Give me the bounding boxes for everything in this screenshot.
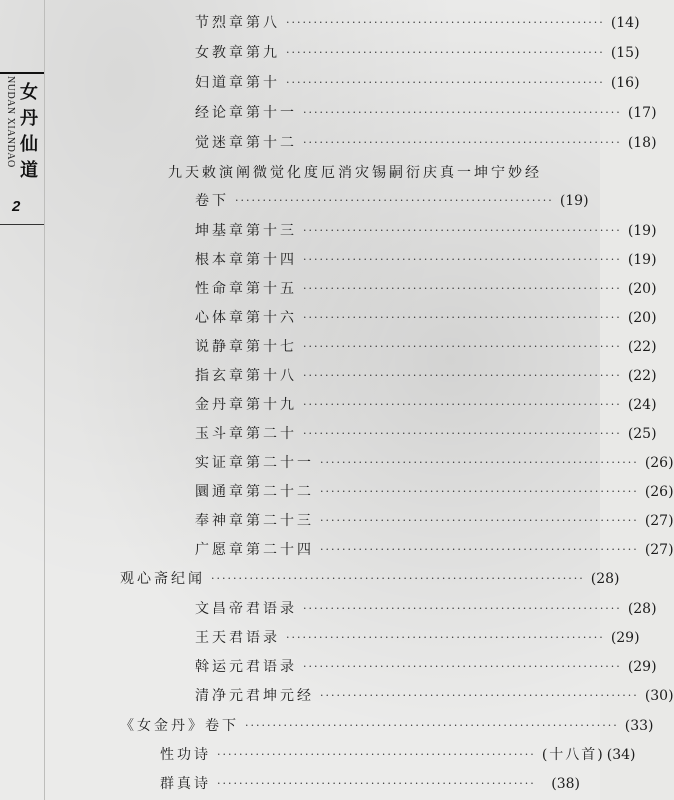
toc-entry[interactable] — [195, 130, 657, 156]
toc-entry-page: (18) — [627, 135, 657, 151]
leader-dots: ·························································· — [303, 136, 622, 149]
toc-entry-page: (26) — [644, 455, 674, 471]
toc-entry-label: 斡运元君语录 — [195, 659, 297, 675]
toc-entry[interactable] — [195, 363, 657, 389]
toc-entry-page: (30) — [644, 688, 674, 704]
toc-entry[interactable] — [195, 247, 657, 273]
toc-entry-label: 金丹章第十九 — [195, 397, 297, 413]
section-heading[interactable]: 九天敕演阐微觉化度厄消灾锡嗣衍庆真一坤宁妙经 — [168, 165, 542, 181]
leader-dots: ·························································· — [286, 46, 605, 59]
toc-entry-page: (16) — [610, 75, 640, 91]
toc-entry-page: (15) — [610, 45, 640, 61]
toc-entry[interactable] — [195, 508, 674, 534]
toc-entry-page: (14) — [610, 15, 640, 31]
toc-entry[interactable] — [160, 771, 580, 797]
leader-dots: ·························································· — [217, 777, 536, 790]
toc-entry[interactable] — [195, 479, 674, 505]
toc-entry[interactable] — [195, 596, 657, 622]
toc-entry-page: (22) — [627, 368, 657, 384]
toc-entry-label: 指玄章第十八 — [195, 368, 297, 384]
leader-dots: ·························································· — [235, 194, 554, 207]
toc-entry[interactable] — [195, 276, 657, 302]
toc-entry-page: (34) — [606, 747, 636, 763]
toc-entry-page: (28) — [627, 601, 657, 617]
leader-dots: ·························································· — [286, 76, 605, 89]
toc-entry[interactable] — [195, 70, 640, 96]
toc-entry[interactable] — [195, 218, 657, 244]
toc-entry[interactable] — [195, 334, 657, 360]
page-number: 2 — [12, 198, 21, 215]
toc-entry-page: (19) — [627, 223, 657, 239]
toc-entry-label: 玉斗章第二十 — [195, 426, 297, 442]
toc-entry-label: 圜通章第二十二 — [195, 484, 314, 500]
toc-entry-label: 文昌帝君语录 — [195, 601, 297, 617]
leader-dots: ·························································· — [320, 543, 639, 556]
toc-entry[interactable] — [195, 40, 640, 66]
toc-entry-page: (19) — [559, 193, 589, 209]
running-header-title: 女丹仙道 — [17, 82, 38, 186]
leader-dots: ·························································· — [303, 369, 622, 382]
toc-entry[interactable] — [195, 537, 674, 563]
leader-dots: ·························································· — [320, 485, 639, 498]
toc-entry-page: (17) — [627, 105, 657, 121]
toc-entry-page: (29) — [610, 630, 640, 646]
toc-entry-page: (19) — [627, 252, 657, 268]
toc-entry[interactable] — [195, 421, 657, 447]
toc-entry-label: 《女金丹》卷下 — [120, 718, 239, 734]
toc-entry-note: (十八首) — [541, 747, 605, 763]
leader-dots: ·························································· — [320, 514, 639, 527]
toc-entry-page: (26) — [644, 484, 674, 500]
leader-dots: ·························································· — [303, 340, 622, 353]
toc-entry-page: (38) — [551, 776, 580, 792]
toc-entry[interactable] — [195, 625, 640, 651]
toc-entry-label: 观心斋纪闻 — [120, 571, 205, 587]
leader-dots: ·························································· — [217, 748, 536, 761]
toc-entry-label: 妇道章第十 — [195, 75, 280, 91]
leader-dots: ·························································· — [303, 282, 622, 295]
toc-entry[interactable] — [195, 305, 657, 331]
toc-entry[interactable] — [195, 100, 657, 126]
toc-entry-label: 实证章第二十一 — [195, 455, 314, 471]
running-header-romanized: NUDAN XIANDAO — [5, 76, 16, 168]
leader-dots: ·························································· — [320, 456, 639, 469]
toc-entry-label: 根本章第十四 — [195, 252, 297, 268]
toc-entry-label: 清净元君坤元经 — [195, 688, 314, 704]
toc-entry-page: (27) — [644, 542, 674, 558]
toc-entry-page: (22) — [627, 339, 657, 355]
toc-entry-page: (25) — [627, 426, 657, 442]
toc-entry-label: 经论章第十一 — [195, 105, 297, 121]
leader-dots: ·························································· — [320, 689, 639, 702]
toc-entry[interactable] — [160, 742, 636, 768]
leader-dots: ·························································· — [303, 311, 622, 324]
toc-entry-label: 卷下 — [195, 193, 229, 209]
leader-dots: ···································································· — [245, 719, 619, 732]
toc-entry-page: (24) — [627, 397, 657, 413]
toc-entry-page: (33) — [624, 718, 654, 734]
leader-dots: ·························································· — [286, 631, 605, 644]
toc-entry-label: 性命章第十五 — [195, 281, 297, 297]
toc-entry[interactable] — [195, 654, 657, 680]
toc-entry-label: 广愿章第二十四 — [195, 542, 314, 558]
toc-entry-label: 坤基章第十三 — [195, 223, 297, 239]
leader-dots: ·························································· — [303, 106, 622, 119]
toc-entry[interactable] — [195, 10, 640, 36]
toc-section-entry[interactable] — [120, 566, 620, 592]
toc-entry-label: 王天君语录 — [195, 630, 280, 646]
leader-dots: ·························································· — [303, 602, 622, 615]
leader-dots: ···································································· — [211, 572, 585, 585]
leader-dots: ·························································· — [303, 427, 622, 440]
toc-entry[interactable] — [195, 450, 674, 476]
leader-dots: ·························································· — [286, 16, 605, 29]
leader-dots: ·························································· — [303, 660, 622, 673]
toc-entry[interactable] — [195, 188, 589, 214]
toc-entry-page: (20) — [627, 281, 657, 297]
toc-entry-label: 心体章第十六 — [195, 310, 297, 326]
toc-entry-label: 节烈章第八 — [195, 15, 280, 31]
toc-entry[interactable] — [195, 392, 657, 418]
leader-dots: ·························································· — [303, 224, 622, 237]
toc-section-entry[interactable] — [120, 713, 654, 739]
toc-entry-page: (28) — [590, 571, 620, 587]
leader-dots: ·························································· — [303, 253, 622, 266]
toc-entry-label: 性功诗 — [160, 747, 211, 763]
toc-entry-label: 群真诗 — [160, 776, 211, 792]
toc-entry-page: (29) — [627, 659, 657, 675]
toc-entry-page: (20) — [627, 310, 657, 326]
toc-entry-page: (27) — [644, 513, 674, 529]
toc-entry[interactable] — [195, 683, 674, 709]
toc-entry-label: 奉神章第二十三 — [195, 513, 314, 529]
toc-entry-label: 觉迷章第十二 — [195, 135, 297, 151]
leader-dots: ·························································· — [303, 398, 622, 411]
toc-entry-label: 女教章第九 — [195, 45, 280, 61]
toc-entry-label: 说静章第十七 — [195, 339, 297, 355]
